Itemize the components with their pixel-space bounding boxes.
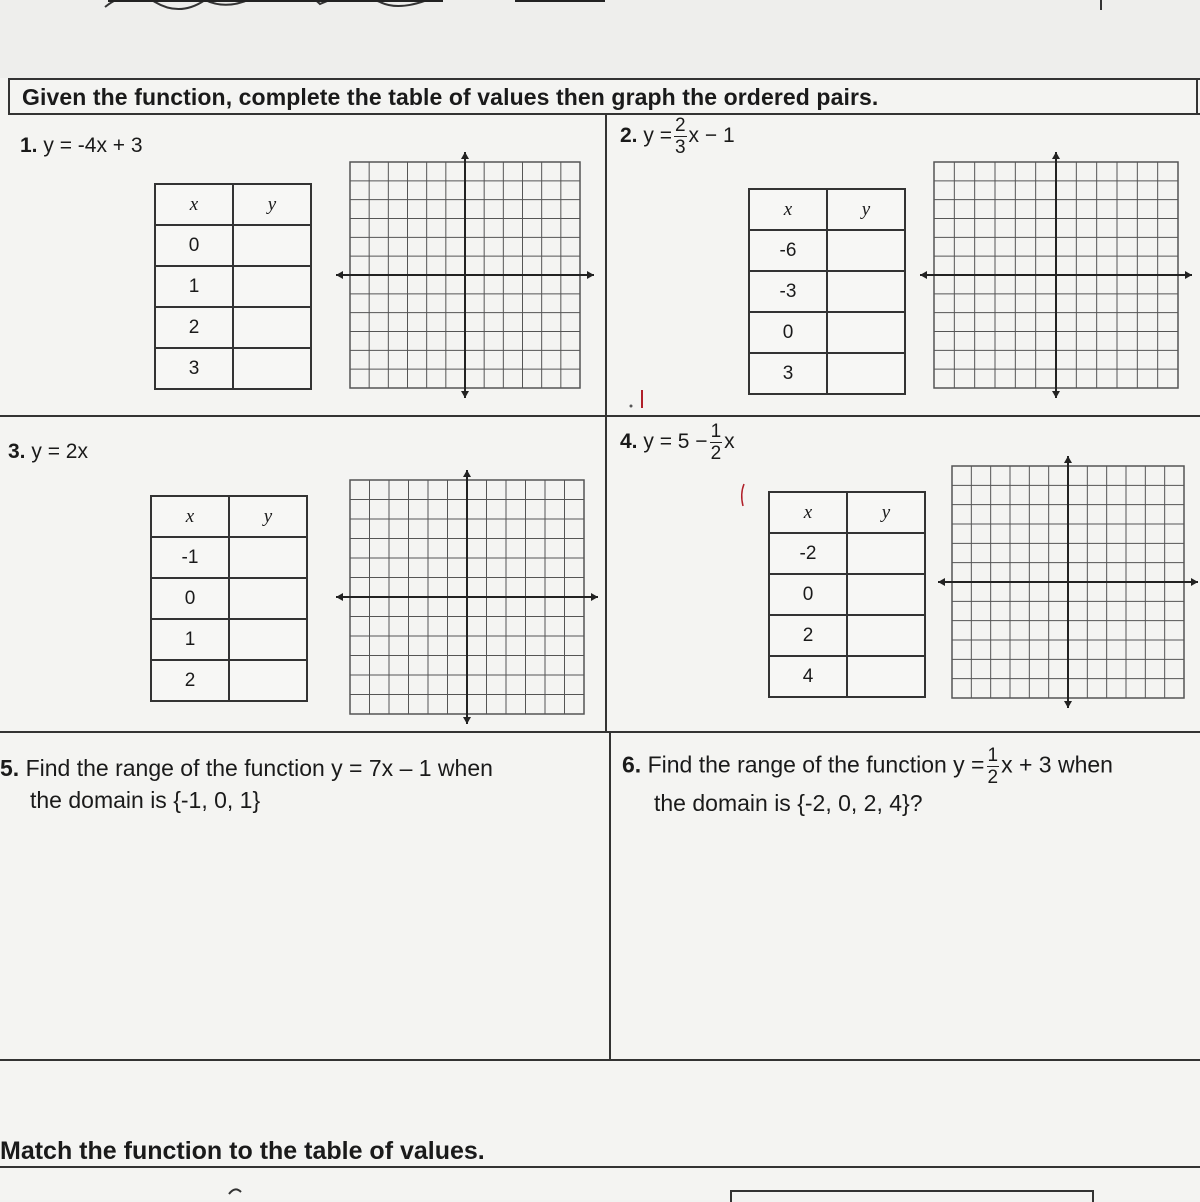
coordinate-grid-2[interactable]: [918, 150, 1194, 400]
problem-2-label: [620, 116, 735, 157]
fraction: [710, 422, 723, 463]
denominator: 3: [674, 137, 686, 158]
x-value: -3: [749, 271, 827, 312]
question-number: 6.: [622, 751, 642, 778]
pencil-mark: [738, 482, 748, 510]
x-value: 3: [155, 348, 233, 389]
question-5: [0, 752, 493, 816]
x-value: 0: [151, 578, 229, 619]
y-input[interactable]: [827, 353, 905, 394]
y-input[interactable]: [847, 615, 925, 656]
partial-digit: [225, 1186, 245, 1200]
equation: y = 2x: [31, 440, 88, 463]
table-border-top: [8, 78, 1200, 80]
x-value: 4: [769, 656, 847, 697]
question-text-line-1: Find the range of the function y = 7x – 1 when: [25, 755, 493, 781]
equation: y = -4x + 3: [43, 134, 143, 157]
table-border-right: [1196, 78, 1198, 114]
y-input[interactable]: [233, 266, 311, 307]
value-table-2: [748, 188, 906, 395]
instruction-border: [8, 113, 1200, 115]
equation-right: x − 1: [688, 124, 735, 148]
y-input[interactable]: [233, 307, 311, 348]
x-value: -2: [769, 533, 847, 574]
y-input[interactable]: [229, 578, 307, 619]
denominator: 2: [987, 767, 999, 788]
value-table-1: [154, 183, 312, 390]
x-value: 1: [155, 266, 233, 307]
x-value: 1: [151, 619, 229, 660]
problem-4-label: [620, 422, 735, 463]
header-y: y: [233, 184, 311, 225]
match-heading: Match the function to the table of values.: [0, 1137, 485, 1165]
x-value: 0: [749, 312, 827, 353]
y-input[interactable]: [233, 225, 311, 266]
pen-mark: [626, 388, 646, 412]
y-input[interactable]: [229, 537, 307, 578]
numerator: 1: [987, 745, 999, 766]
header-x: x: [769, 492, 847, 533]
y-input[interactable]: [229, 619, 307, 660]
y-input[interactable]: [847, 533, 925, 574]
fraction: [674, 116, 687, 157]
x-value: 2: [151, 660, 229, 701]
problem-number: 3.: [8, 440, 26, 463]
equation-right: x: [724, 430, 735, 454]
question-text-line-1b: x + 3 when: [1001, 751, 1113, 778]
x-value: -1: [151, 537, 229, 578]
value-table-3: [150, 495, 308, 702]
problem-1-label: [20, 134, 143, 158]
column-divider-lower: [609, 731, 611, 1061]
y-input[interactable]: [827, 271, 905, 312]
row-divider-1: [0, 415, 1200, 417]
name-underline: [108, 0, 443, 2]
coordinate-grid-1[interactable]: [334, 150, 596, 400]
header-y: y: [229, 496, 307, 537]
problem-3-label: [8, 440, 88, 464]
problem-number: 4.: [620, 430, 638, 454]
y-input[interactable]: [827, 312, 905, 353]
question-6: [622, 746, 1113, 819]
x-value: 2: [155, 307, 233, 348]
problem-number: 2.: [620, 124, 638, 148]
fraction: [987, 746, 1000, 787]
y-input[interactable]: [827, 230, 905, 271]
denominator: 2: [710, 443, 722, 464]
row-divider-2: [0, 731, 1200, 733]
y-input[interactable]: [847, 656, 925, 697]
numerator: 1: [710, 421, 722, 442]
row-divider-3: [0, 1059, 1200, 1061]
equation-left: y = 5 −: [643, 430, 708, 454]
x-value: 0: [769, 574, 847, 615]
x-value: 0: [155, 225, 233, 266]
question-text-line-1a: Find the range of the function y =: [647, 751, 985, 778]
x-value: -6: [749, 230, 827, 271]
question-text-line-2: the domain is {-1, 0, 1}: [30, 787, 261, 813]
coordinate-grid-4[interactable]: [936, 454, 1200, 710]
y-input[interactable]: [229, 660, 307, 701]
header-x: x: [155, 184, 233, 225]
match-section-line: [0, 1166, 1200, 1168]
y-input[interactable]: [233, 348, 311, 389]
x-value: 2: [769, 615, 847, 656]
x-value: 3: [749, 353, 827, 394]
date-underline: [515, 0, 605, 2]
handwriting-scribble: [100, 0, 440, 22]
header-x: x: [151, 496, 229, 537]
equation-left: y =: [643, 124, 672, 148]
coordinate-grid-3[interactable]: [334, 468, 600, 726]
table-border-left: [8, 78, 10, 114]
corner-mark: [1100, 0, 1102, 10]
problem-number: 1.: [20, 134, 38, 157]
bottom-table-edge: [730, 1190, 1094, 1202]
header-x: x: [749, 189, 827, 230]
y-input[interactable]: [847, 574, 925, 615]
column-divider-upper: [605, 113, 607, 733]
value-table-4: [768, 491, 926, 698]
instruction-text: Given the function, complete the table of values then graph the ordered pairs.: [22, 84, 879, 110]
question-text-line-2: the domain is {-2, 0, 2, 4}?: [654, 790, 923, 816]
header-y: y: [847, 492, 925, 533]
numerator: 2: [674, 115, 686, 136]
header-y: y: [827, 189, 905, 230]
question-number: 5.: [0, 755, 20, 781]
